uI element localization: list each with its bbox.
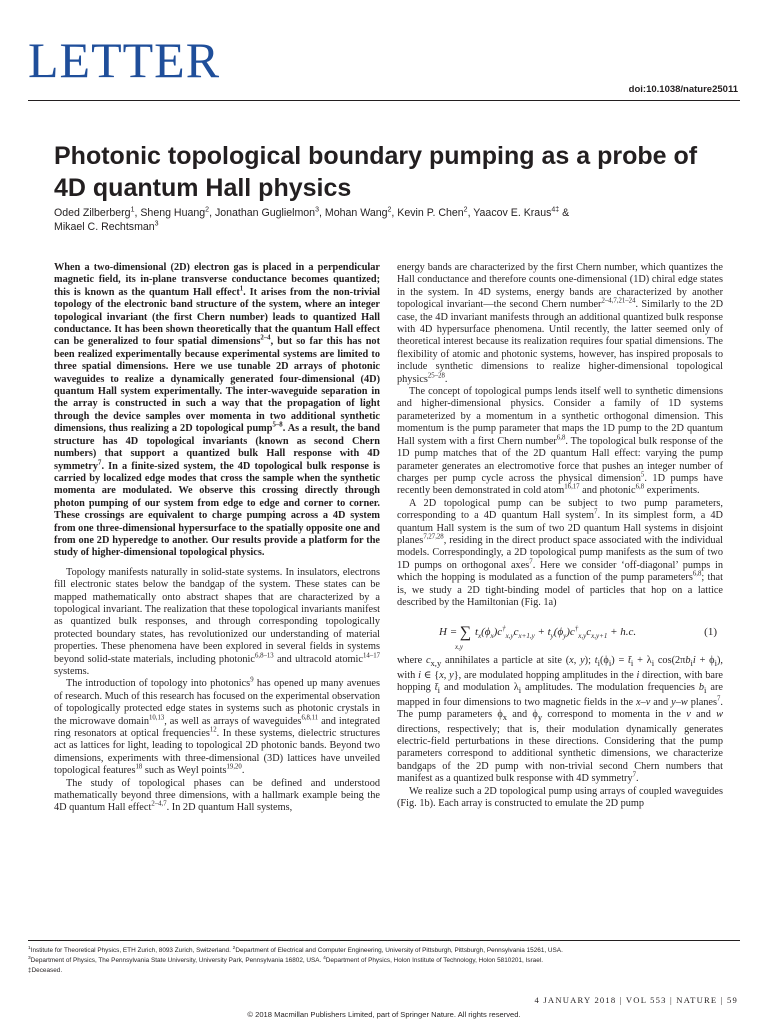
- affiliation-line: $^1$Institute for Theoretical Physics, ETH Zurich, 8093 Zurich, Switzerland. $^2$Department of Electrical and Computer Engineering, University of Pittsburgh, Pittsburgh, Pennsylvania 15261, USA.: [28, 945, 563, 954]
- author-affiliation: 1: [130, 206, 135, 214]
- header-rule: [28, 100, 740, 101]
- author-affiliation: 2: [387, 206, 392, 214]
- body-paragraph: The concept of topological pumps lends itself well to synthetic dimensions and higher-dimensional physics. Consider a family of 1D systems parameterized by a momentum in a synthetic orthogonal dimension. This momentum is the pump parameter that maps the 1D pump to the 2D quantum Hall system with a first Chern number$^{6,8}$. The topological bulk response of the 1D pump matches that of the 2D quantum Hall effect: varying the pump parameter generates an electromotive force that pushes an integer number of charges per pump cycle across the physical dimension$^5$. 1D pumps have recently been demonstrated in cold atom$^{16,17}$ and photonic$^{6,8}$ experiments.: [397, 386, 723, 497]
- author-affiliation: 2: [463, 206, 468, 214]
- author-affiliation: 2: [205, 206, 210, 214]
- author[interactable]: Oded Zilberberg: [54, 207, 131, 219]
- author-affiliation: 4‡: [551, 206, 560, 214]
- affiliation-line: ‡Deceased.: [28, 967, 63, 974]
- body-paragraph: The study of topological phases can be defined and understood mathematically beyond three dimensions, with a hallmark example being the 4D quantum Hall effect$^{2-4,7}$. In 2D quantum Hall systems,: [54, 777, 380, 814]
- author-list: Oded Zilberberg$^1$, Sheng Huang$^2$, Jonathan Guglielmon$^3$, Mohan Wang$^2$, Kevin P. Chen$^2$, Yaacov E. Kraus$^{4\ddagger}$ & Mikael C. Rechtsman$^3$: [54, 206, 570, 233]
- author-affiliation: 3: [315, 206, 319, 214]
- author[interactable]: Sheng Huang: [140, 207, 206, 219]
- equation-number: (1): [704, 626, 717, 639]
- article-title: Photonic topological boundary pumping as a probe of 4D quantum Hall physics: [54, 142, 698, 202]
- body-paragraph: energy bands are characterized by the first Chern number, which quantizes the Hall conductance and therefore counts one-dimensional (1D) chiral edge states in the system. In 4D systems, energy bands are characterized by another topological invariant—the second Chern number$^{2-4,7,21-24}$. Similarly to the 2D case, the 4D invariant manifests through an additional quantized bulk response with 4D hypersurface phenomena. Until recently, the latter seemed only of theoretical interest because its realization requires four spatial dimensions. The flexibility of atomic and photonic systems, however, has inspired proposals to include synthetic dimensions to realize higher-dimensional topological physics$^{25-28}$.: [397, 262, 724, 385]
- affiliation: Department of Physics, Holon Institute of Technology, Holon 5810201, Israel.: [325, 957, 543, 964]
- body-paragraph: A 2D topological pump can be subject to two pump parameters, corresponding to a 4D quantum Hall system$^7$. In its simplest form, a 4D quantum Hall system is the sum of two 2D quantum Hall systems in disjoint planes$^{7,27,28}$, residing in the direct product space associated with the individual models. Correspondingly, a 2D topological pump manifests as the sum of two 1D pumps on orthogonal axes$^7$. Here we consider ‘off-diagonal’ pumps in which the hopping is modulated as a function of the pump parameters$^{6,8}$; that is, we study a 2D tight-binding model of particles that hop on a lattice described by the Hamiltonian (Fig. 1a): [397, 497, 723, 608]
- body-paragraph: We realize such a 2D topological pump using arrays of coupled waveguides (Fig. 1b). Each array is constructed to emulate the 2D pump: [397, 785, 723, 809]
- author[interactable]: Jonathan Guglielmon: [214, 207, 316, 219]
- body-column-left: [54, 262, 380, 815]
- issue-info: 4 JANUARY 2018 | VOL 553 | NATURE | 59: [534, 995, 738, 1005]
- author[interactable]: Mohan Wang: [324, 207, 388, 219]
- abstract: When a two-dimensional (2D) electron gas is placed in a perpendicular magnetic field, its in-plane transverse conductance becomes quantized; this is known as the quantum Hall effect$^1$. It arises from the non-trivial topology of the electronic band structure of the system, where an integer topological invariant (the first Chern number) leads to quantized Hall conductance. It has been shown theoretically that the quantum Hall effect can be generalized to four spatial dimensions$^{2-4}$, but so far this has not been realized experimentally because experimental systems are limited to three spatial dimensions. Here we use tunable 2D arrays of photonic waveguides to realize a dynamically generated four-dimensional (4D) quantum Hall system experimentally. The inter-waveguide separation in the array is constructed in such a way that the propagation of light through the device samples over momenta in two additional synthetic dimensions, thus realizing a 2D topological pump$^{5-8}$. As a result, the band structure has 4D topological invariants (known as second Chern numbers) that support a quantized bulk Hall response with 4D symmetry$^7$. In a finite-sized system, the 4D topological bulk response is carried by localized edge modes that cross the sample when the synthetic momenta are modulated. We observe this crossing directly through photon pumping of our system from edge to edge and corner to corner. These crossings are equivalent to charge pumping across a 4D system from one three-dimensional hypersurface to the spatially opposite one and from one 2D hyperedge to another. Our results provide a platform for the study of higher-dimensional topological physics.: [54, 262, 381, 559]
- affiliation: Department of Physics, The Pennsylvania State University, University Park, Pennsylvania 16802, USA.: [30, 957, 322, 964]
- author-affiliation: 3: [154, 219, 159, 227]
- author[interactable]: Kevin P. Chen: [397, 207, 464, 219]
- affiliations: [28, 940, 740, 976]
- affiliation-line: $^3$Department of Physics, The Pennsylvania State University, University Park, Pennsylvania 16802, USA. $^4$Department of Physics, Holon Institute of Technology, Holon 5810201, Israel.: [28, 955, 543, 964]
- author[interactable]: Yaacov E. Kraus: [473, 207, 552, 219]
- body-paragraph: The introduction of topology into photonics$^9$ has opened up many avenues of research. Much of this research has focused on the experimental observation of topologically protected edge states in systems such as photonic crystals in the microwave domain$^{10,13}$, as well as arrays of waveguides$^{6,8,11}$ and integrated ring resonators at optical frequencies$^{12}$. In these systems, dielectric structures act as lattices for light, leading to topological 2D photonic bands. Beyond two dimensions, experiments with three-dimensional (3D) lattices have unveiled topological features$^{18}$ such as Weyl points$^{19,20}$.: [54, 676, 381, 777]
- affiliation: Deceased.: [31, 967, 63, 974]
- affiliation: Department of Electrical and Computer Engineering, University of Pittsburgh, Pittsburgh, Pennsylvania 15261, USA.: [235, 947, 563, 954]
- author[interactable]: Mikael C. Rechtsman: [54, 220, 155, 233]
- doi[interactable]: doi:10.1038/nature25011: [628, 84, 738, 95]
- section-label: LETTER: [28, 32, 221, 88]
- copyright: © 2018 Macmillan Publishers Limited, part of Springer Nature. All rights reserved.: [247, 1010, 521, 1019]
- body-column-right: [397, 262, 723, 810]
- hamiltonian-equation: [397, 613, 723, 653]
- equation-body: H = ∑ x,y $t_x(\phi_x)c^\dagger_{x,y}c_{x+1,y} + t_y(\phi_y)c^\dagger_{x,y}c_{x,y+1} + h.c$.: [439, 624, 637, 652]
- affiliation: Institute for Theoretical Physics, ETH Zurich, 8093 Zurich, Switzerland.: [30, 947, 231, 954]
- body-paragraph: where $c_{x,y}$ annihilates a particle at site (x, y); $t_i(\phi_i)$ = $t̄_i + \lambda_i$ $\cos(2\pi b_ii + \phi_i)$, with i ∈ {x, y}, are modulated hopping amplitudes in the i direction, with bare hopping $t̄_i$ and modulation $\lambda_i$ amplitudes. The modulation frequencies $b_i$ are mapped in four dimensions to two magnetic fields in the x–v and y–w planes$^7$. The pump parameters $\phi_x$ and $\phi_y$ correspond to momenta in the v and w directions, respectively; that is, their modulation dynamically generates electric-field perturbations in these directions. Considering that the pump parameters correspond to additional synthetic dimensions, we characterize bandgaps of the 2D pump with non-trivial second Chern numbers that manifest as a quantized bulk response with 4D symmetry$^7$.: [397, 655, 724, 785]
- body-paragraph: Topology manifests naturally in solid-state systems. In insulators, electrons fill electronic states below the bandgap of the system. These states can be mapped mathematically onto abstract shapes that are characterized by a topological invariant. The realization that these topological invariants manifest as quantized bulk responses, and through corresponding topologically protected boundary states, has revolutionized our understanding of material properties. These phenomena have been explored in several fields in systems beyond solid-state materials, including photonic$^{6,8-13}$ and ultracold atomic$^{14-17}$ systems.: [54, 566, 380, 677]
